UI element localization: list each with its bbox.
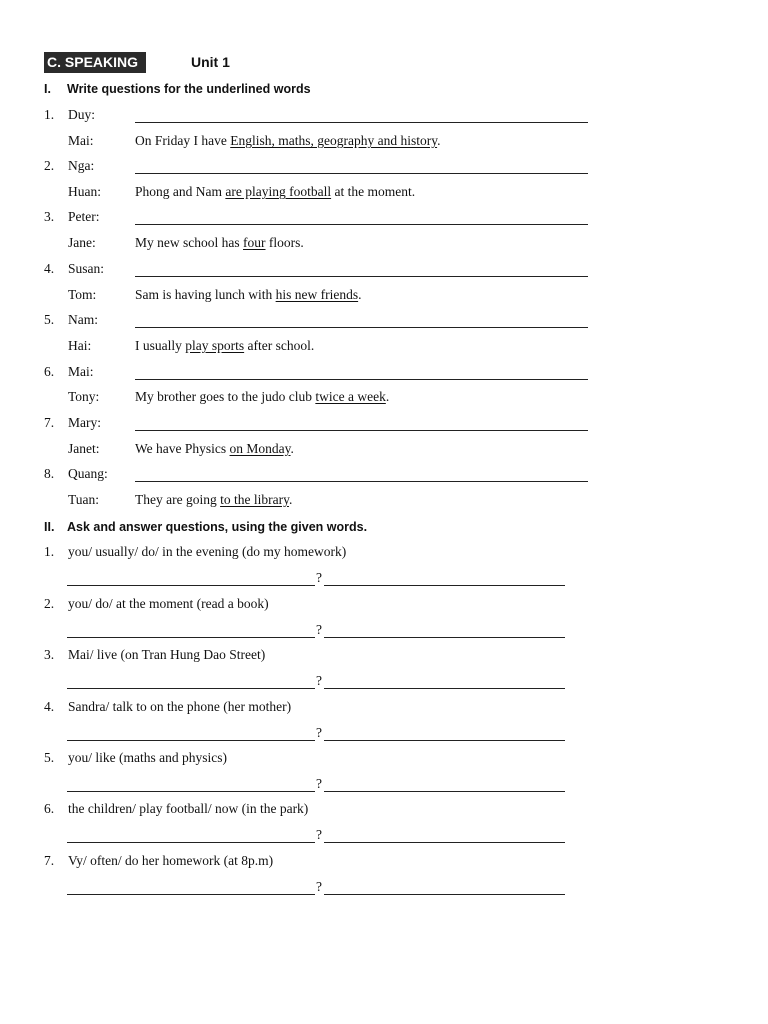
answer-blank-line[interactable] bbox=[135, 430, 588, 431]
answer-text: Phong and Nam bbox=[135, 184, 226, 199]
item-number: 5. bbox=[44, 750, 55, 765]
question-speaker: Susan: bbox=[68, 261, 105, 276]
section-1-number: I. bbox=[44, 82, 51, 96]
underlined-words: his new friends bbox=[275, 287, 359, 302]
unit-title: Unit 1 bbox=[191, 54, 230, 70]
answer-speaker: Tom: bbox=[68, 287, 97, 302]
answer-speaker: Tuan: bbox=[68, 492, 100, 507]
answer-sentence bbox=[135, 285, 361, 305]
answer-text: My brother goes to the judo club bbox=[135, 389, 316, 404]
question-speaker: Mary: bbox=[68, 415, 101, 430]
question-blank-line[interactable] bbox=[67, 688, 315, 689]
item-number: 4. bbox=[44, 699, 55, 714]
prompt-text: Sandra/ talk to on the phone (her mother) bbox=[68, 699, 292, 714]
section-2-number: II. bbox=[44, 520, 55, 534]
qa-answer-row-6 bbox=[67, 825, 567, 845]
underlined-words: are playing football bbox=[225, 184, 332, 199]
question-row-1 bbox=[44, 105, 604, 125]
item-number: 3. bbox=[44, 647, 55, 662]
answer-text: . bbox=[437, 133, 441, 148]
answer-text: . bbox=[358, 287, 362, 302]
answer-row-5 bbox=[44, 336, 604, 356]
answer-text: Sam is having lunch with bbox=[135, 287, 276, 302]
question-row-8 bbox=[44, 464, 604, 484]
answer-speaker: Jane: bbox=[68, 235, 96, 250]
question-blank-line[interactable] bbox=[67, 894, 315, 895]
question-blank-line[interactable] bbox=[67, 842, 315, 843]
answer-speaker: Tony: bbox=[68, 389, 100, 404]
question-speaker: Duy: bbox=[68, 107, 95, 122]
qa-answer-row-5 bbox=[67, 774, 567, 794]
answer-text: They are going bbox=[135, 492, 221, 507]
answer-blank-line[interactable] bbox=[324, 894, 565, 895]
answer-text: We have Physics bbox=[135, 441, 230, 456]
answer-sentence bbox=[135, 439, 294, 459]
answer-row-8 bbox=[44, 490, 604, 510]
answer-sentence bbox=[135, 182, 415, 202]
answer-blank-line[interactable] bbox=[324, 688, 565, 689]
qa-answer-row-7 bbox=[67, 877, 567, 897]
answer-sentence bbox=[135, 336, 314, 356]
answer-blank-line[interactable] bbox=[324, 637, 565, 638]
qa-answer-row-3 bbox=[67, 671, 567, 691]
underlined-words: twice a week bbox=[315, 389, 386, 404]
question-row-6 bbox=[44, 362, 604, 382]
section-badge: C. SPEAKING bbox=[44, 52, 146, 73]
answer-row-2 bbox=[44, 182, 604, 202]
item-number: 5. bbox=[44, 312, 55, 327]
question-blank-line[interactable] bbox=[67, 740, 315, 741]
answer-row-7 bbox=[44, 439, 604, 459]
prompt-text: you/ usually/ do/ in the evening (do my homework) bbox=[68, 544, 347, 559]
answer-blank-line[interactable] bbox=[324, 791, 565, 792]
underlined-words: English, maths, geography and history bbox=[230, 133, 438, 148]
underlined-words: to the library bbox=[220, 492, 289, 507]
answer-row-4 bbox=[44, 285, 604, 305]
question-row-3 bbox=[44, 207, 604, 227]
qa-answer-row-4 bbox=[67, 723, 567, 743]
question-mark: ? bbox=[316, 570, 322, 585]
item-number: 2. bbox=[44, 596, 55, 611]
underlined-words: play sports bbox=[185, 338, 245, 353]
answer-speaker: Huan: bbox=[68, 184, 101, 199]
question-row-2 bbox=[44, 156, 604, 176]
answer-speaker: Mai: bbox=[68, 133, 94, 148]
answer-blank-line[interactable] bbox=[324, 740, 565, 741]
answer-text: . bbox=[385, 389, 390, 404]
question-speaker: Nam: bbox=[68, 312, 98, 327]
question-row-4 bbox=[44, 259, 604, 279]
underlined-words: four bbox=[243, 235, 266, 250]
answer-speaker: Hai: bbox=[68, 338, 92, 353]
item-number: 1. bbox=[44, 544, 55, 559]
question-row-5 bbox=[44, 310, 604, 330]
item-number: 7. bbox=[44, 415, 55, 430]
qa-answer-row-1 bbox=[67, 568, 567, 588]
answer-text: On Friday I have bbox=[135, 133, 231, 148]
answer-blank-line[interactable] bbox=[135, 173, 588, 174]
question-speaker: Mai: bbox=[68, 364, 94, 379]
answer-sentence bbox=[135, 131, 440, 151]
answer-blank-line[interactable] bbox=[324, 842, 565, 843]
prompt-text: Mai/ live (on Tran Hung Dao Street) bbox=[68, 647, 266, 662]
answer-speaker: Janet: bbox=[68, 441, 100, 456]
question-mark: ? bbox=[316, 827, 322, 842]
qa-answer-row-2 bbox=[67, 620, 567, 640]
answer-sentence bbox=[135, 387, 389, 407]
prompt-text: Vy/ often/ do her homework (at 8p.m) bbox=[68, 853, 274, 868]
question-mark: ? bbox=[316, 622, 322, 637]
answer-sentence bbox=[135, 490, 292, 510]
answer-blank-line[interactable] bbox=[324, 585, 565, 586]
answer-text: floors. bbox=[265, 235, 304, 250]
answer-row-6 bbox=[44, 387, 604, 407]
item-number: 4. bbox=[44, 261, 55, 276]
underlined-words: on Monday bbox=[229, 441, 291, 456]
prompt-text: you/ do/ at the moment (read a book) bbox=[68, 596, 269, 611]
answer-blank-line[interactable] bbox=[135, 379, 588, 380]
question-blank-line[interactable] bbox=[67, 637, 315, 638]
answer-blank-line[interactable] bbox=[135, 224, 588, 225]
question-speaker: Nga: bbox=[68, 158, 95, 173]
answer-text: I usually bbox=[135, 338, 186, 353]
answer-text: . bbox=[290, 441, 294, 456]
item-number: 8. bbox=[44, 466, 55, 481]
item-number: 1. bbox=[44, 107, 55, 122]
section-2-title: Ask and answer questions, using the given words. bbox=[67, 520, 368, 534]
question-mark: ? bbox=[316, 879, 322, 894]
question-blank-line[interactable] bbox=[67, 791, 315, 792]
answer-blank-line[interactable] bbox=[135, 481, 588, 482]
answer-blank-line[interactable] bbox=[135, 276, 588, 277]
answer-text: after school. bbox=[244, 338, 315, 353]
question-speaker: Quang: bbox=[68, 466, 108, 481]
answer-sentence bbox=[135, 233, 304, 253]
item-number: 7. bbox=[44, 853, 55, 868]
question-mark: ? bbox=[316, 725, 322, 740]
question-blank-line[interactable] bbox=[67, 585, 315, 586]
question-mark: ? bbox=[316, 776, 322, 791]
prompt-text: you/ like (maths and physics) bbox=[68, 750, 227, 765]
section-1-title: Write questions for the underlined words bbox=[67, 82, 311, 96]
question-speaker: Peter: bbox=[68, 209, 100, 224]
answer-blank-line[interactable] bbox=[135, 122, 588, 123]
question-mark: ? bbox=[316, 673, 322, 688]
item-number: 6. bbox=[44, 801, 55, 816]
item-number: 2. bbox=[44, 158, 55, 173]
item-number: 6. bbox=[44, 364, 55, 379]
item-number: 3. bbox=[44, 209, 55, 224]
answer-text: at the moment. bbox=[331, 184, 416, 199]
answer-text: My new school has bbox=[135, 235, 243, 250]
question-row-7 bbox=[44, 413, 604, 433]
answer-text: . bbox=[288, 492, 293, 507]
answer-row-3 bbox=[44, 233, 604, 253]
prompt-text: the children/ play football/ now (in the park) bbox=[68, 801, 309, 816]
answer-row-1 bbox=[44, 131, 604, 151]
answer-blank-line[interactable] bbox=[135, 327, 588, 328]
